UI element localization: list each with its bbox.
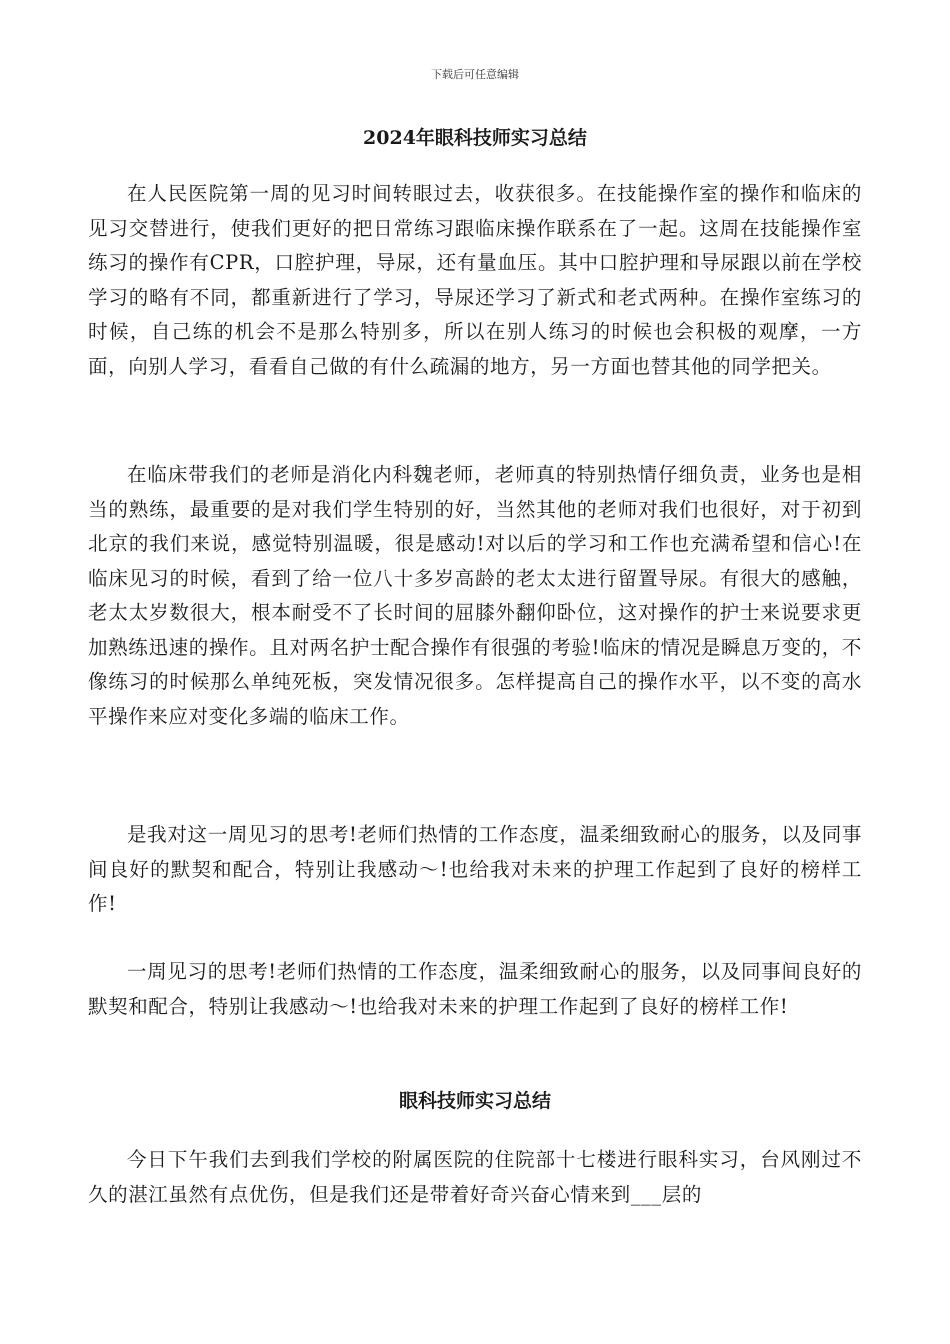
paragraph-4: 一周见习的思考!老师们热情的工作态度，温柔细致耐心的服务，以及同事间良好的默契和配合，特别让我感动～!也给我对未来的护理工作起到了良好的榜样工作!	[88, 960, 862, 1018]
document-title: 2024年眼科技师实习总结	[363, 127, 587, 149]
paragraph-3: 是我对这一周见习的思考!老师们热情的工作态度，温柔细致耐心的服务，以及同事间良好的默契和配合，特别让我感动～!也给我对未来的护理工作起到了良好的榜样工作!	[88, 823, 862, 915]
section-title: 眼科技师实习总结	[398, 1090, 551, 1112]
section-paragraph-1: 今日下午我们去到我们学校的附属医院的住院部十七楼进行眼科实习，台风刚过不久的湛江虽然有点优伤，但是我们还是带着好奇兴奋心情来到___层的	[88, 1148, 862, 1206]
paragraph-2: 在临床带我们的老师是消化内科魏老师，老师真的特别热情仔细负责，业务也是相当的熟练，最重要的是对我们学生特别的好，当然其他的老师对我们也很好，对于初到北京的我们来说，感觉特别温暖，很是感动!对以后的学习和工作也充满希望和信心!在临床见习的时候，看到了给一位八十多岁高龄的老太太进行留置导尿。有很大的感触，老太太岁数很大，根本耐受不了长时间的屈膝外翻仰卧位，这对操作的护士来说要求更加熟练迅速的操作。且对两名护士配合操作有很强的考验!临床的情况是瞬息万变的，不像练习的时候那么单纯死板，突发情况很多。怎样提高自己的操作水平，以不变的高水平操作来应对变化多端的临床工作。	[88, 463, 862, 728]
paragraph-1: 在人民医院第一周的见习时间转眼过去，收获很多。在技能操作室的操作和临床的见习交替进行，使我们更好的把日常练习跟临床操作联系在了一起。这周在技能操作室练习的操作有CPR，口腔护理，导尿，还有量血压。其中口腔护理和导尿跟以前在学校学习的略有不同，都重新进行了学习，导尿还学习了新式和老式两种。在操作室练习的时候，自己练的机会不是那么特别多，所以在别人练习的时候也会积极的观摩，一方面，向别人学习，看看自己做的有什么疏漏的地方，另一方面也替其他的同学把关。	[88, 182, 862, 378]
download-note: 下载后可任意编辑	[431, 68, 519, 81]
